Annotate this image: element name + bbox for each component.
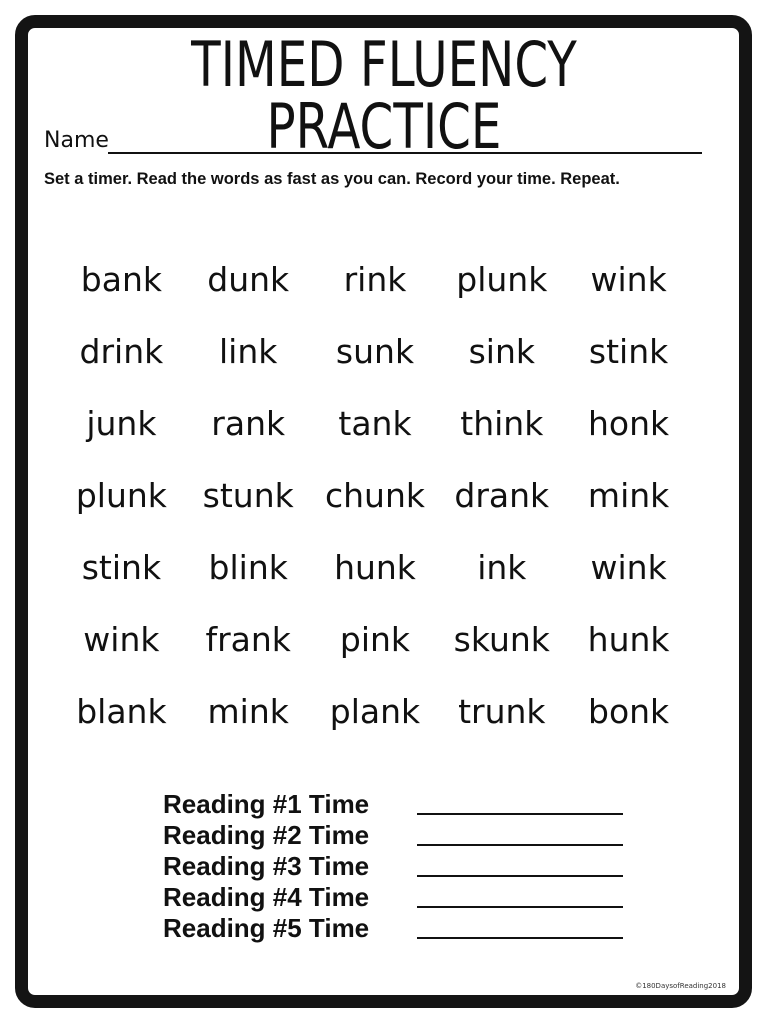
time-blank-line[interactable] [417,844,623,846]
word-cell: mink [207,692,289,731]
word-cell: think [460,404,544,443]
word-cell: wink [590,260,667,299]
word-cell: stunk [202,476,294,515]
word-cell: hunk [334,548,416,587]
copyright-notice: ©180DaysofReading2018 [635,982,726,990]
reading-row [163,913,633,944]
word-cell: mink [587,476,670,515]
reading-label: Reading #3 Time [163,851,370,881]
word-cell: blank [76,692,167,731]
reading-row [163,789,633,820]
word-cell: dunk [207,260,290,299]
time-blank-line[interactable] [417,875,623,877]
worksheet-title: TIMED FLUENCY PRACTICE [191,28,577,163]
time-blank-line[interactable] [417,906,623,908]
word-cell: plunk [75,476,167,515]
word-cell: bank [80,260,162,299]
word-cell: trunk [458,692,546,731]
reading-label: Reading #5 Time [163,913,370,943]
word-cell: tank [338,404,412,443]
reading-row [163,820,633,851]
word-cell: wink [83,620,160,659]
word-cell: rank [211,404,286,443]
word-cell: stink [588,332,669,371]
reading-row [163,851,633,882]
reading-row [163,882,633,913]
time-blank-line[interactable] [417,813,623,815]
word-cell: blink [208,548,288,587]
reading-label: Reading #2 Time [163,820,370,850]
word-cell: plunk [456,260,548,299]
name-field[interactable] [44,128,664,158]
word-cell: skunk [453,620,550,659]
reading-times [163,789,633,944]
word-cell: wink [590,548,667,587]
word-cell: honk [588,404,670,443]
word-cell: plank [329,692,421,731]
word-cell: sunk [335,332,415,371]
word-cell: junk [86,404,157,443]
word-cell: chunk [324,476,425,515]
word-cell: sink [468,332,535,371]
word-cell: pink [339,620,411,659]
time-blank-line[interactable] [417,937,623,939]
name-label: Name [44,128,109,153]
word-cell: drank [454,476,550,515]
reading-label: Reading #4 Time [163,882,370,912]
word-cell: drink [79,332,164,371]
reading-label: Reading #1 Time [163,789,370,819]
word-cell: rink [343,260,407,299]
word-cell: frank [205,620,291,659]
word-cell: hunk [587,620,670,659]
name-blank-line[interactable] [108,152,702,154]
word-cell: link [219,332,278,371]
word-cell: ink [477,548,527,587]
word-cell: bonk [588,692,670,731]
word-grid [58,244,692,748]
word-cell: stink [81,548,162,587]
instructions: Set a timer. Read the words as fast as you can. Record your time. Repeat. [44,170,620,188]
